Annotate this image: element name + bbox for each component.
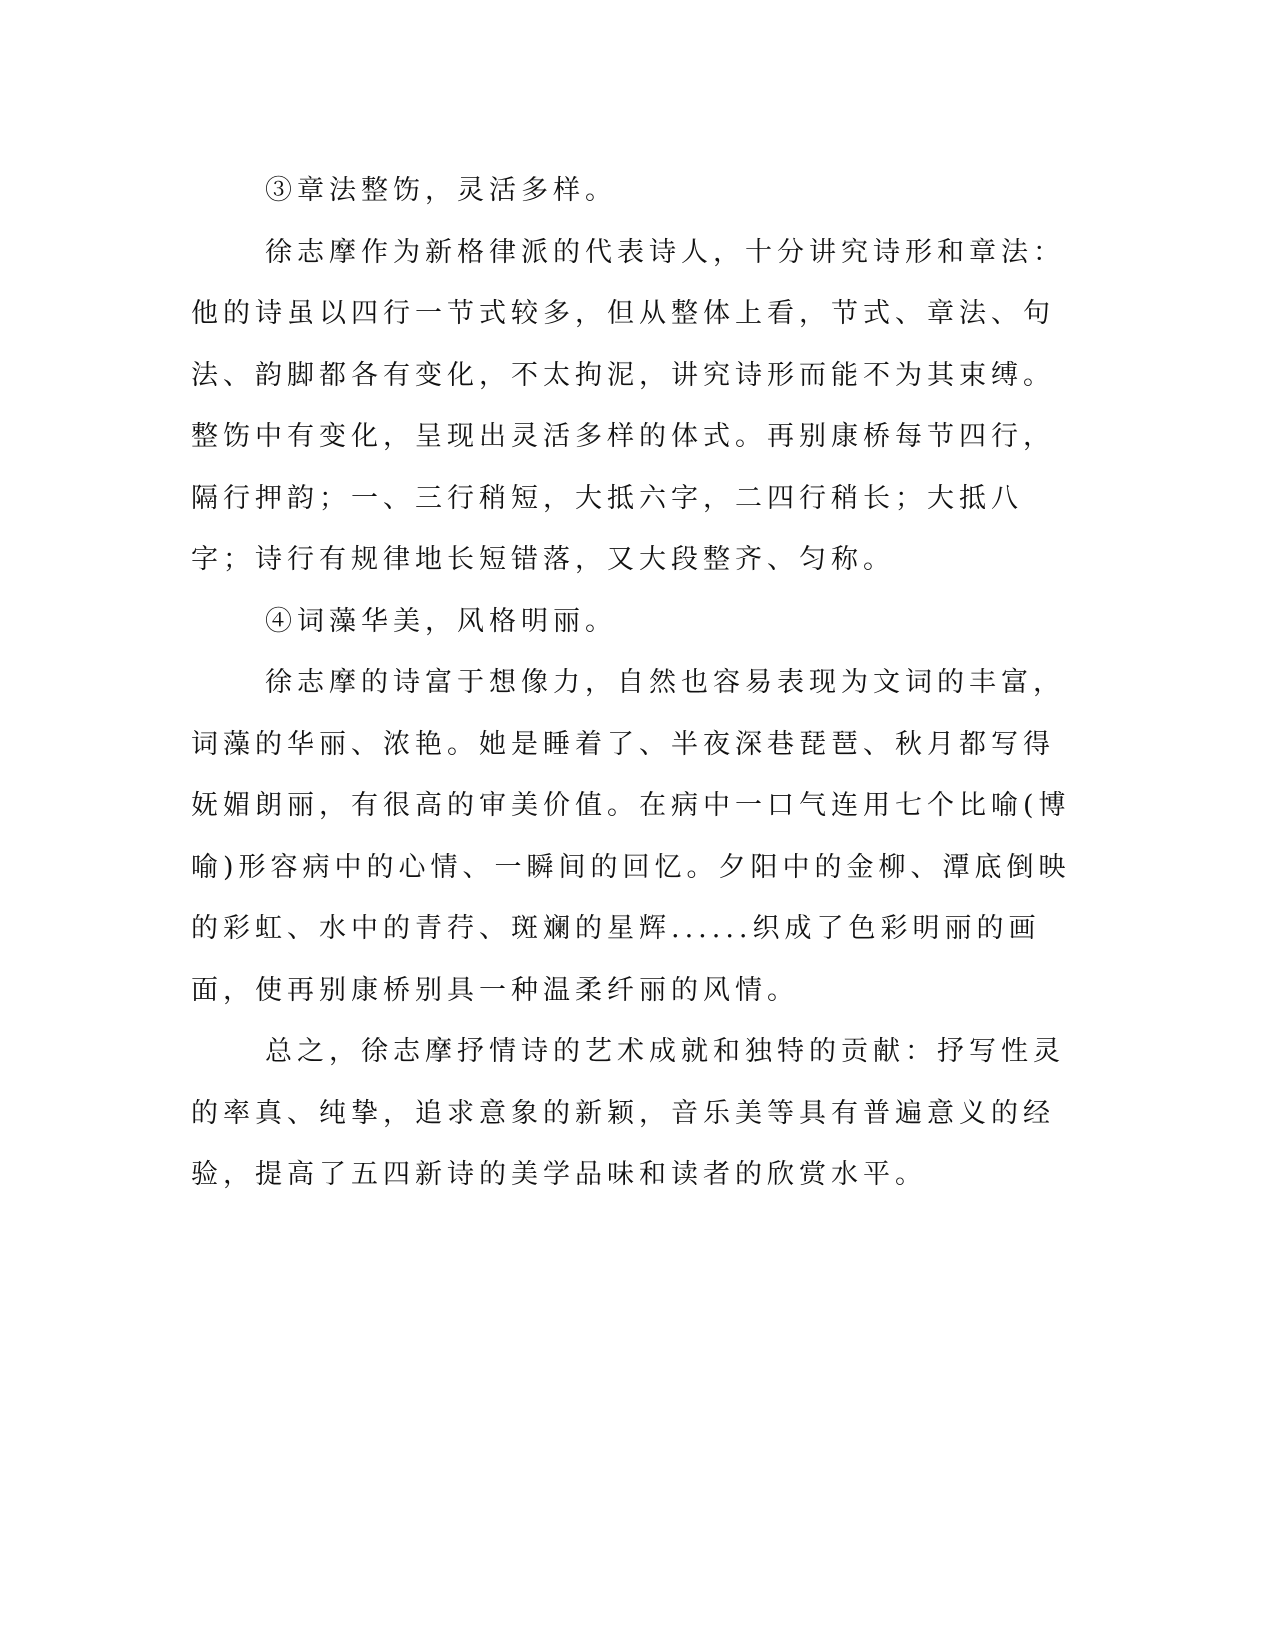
- paragraph-conclusion: 总之，徐志摩抒情诗的艺术成就和独特的贡献：抒写性灵的率真、纯挚，追求意象的新颖，音乐美等具有普遍意义的经验，提高了五四新诗的美学品味和读者的欣赏水平。: [191, 1036, 1065, 1190]
- paragraph-structure: 徐志摩作为新格律派的代表诗人，十分讲究诗形和章法：他的诗虽以四行一节式较多，但从整体上看，节式、章法、句法、韵脚都各有变化，不太拘泥，讲究诗形而能不为其束缚。整饬中有变化，呈现出灵活多样的体式。再别康桥每节四行，隔行押韵；一、三行稍短，大抵六字，二四行稍长；大抵八字；诗行有规律地长短错落，又大段整齐、匀称。: [191, 236, 1065, 575]
- paragraph-diction: 徐志摩的诗富于想像力，自然也容易表现为文词的丰富，词藻的华丽、浓艳。她是睡着了、半夜深巷琵琶、秋月都写得妩媚朗丽，有很高的审美价值。在病中一口气连用七个比喻(博喻)形容病中的心情、一瞬间的回忆。夕阳中的金柳、潭底倒映的彩虹、水中的青荇、斑斓的星辉......织成了色彩明丽的画面，使再别康桥别具一种温柔纤丽的风情。: [191, 667, 1071, 1006]
- section-heading-4: ④词藻华美，风格明丽。: [265, 605, 617, 637]
- section-heading-3: ③章法整饬，灵活多样。: [265, 175, 617, 206]
- document-body: [191, 160, 1083, 1206]
